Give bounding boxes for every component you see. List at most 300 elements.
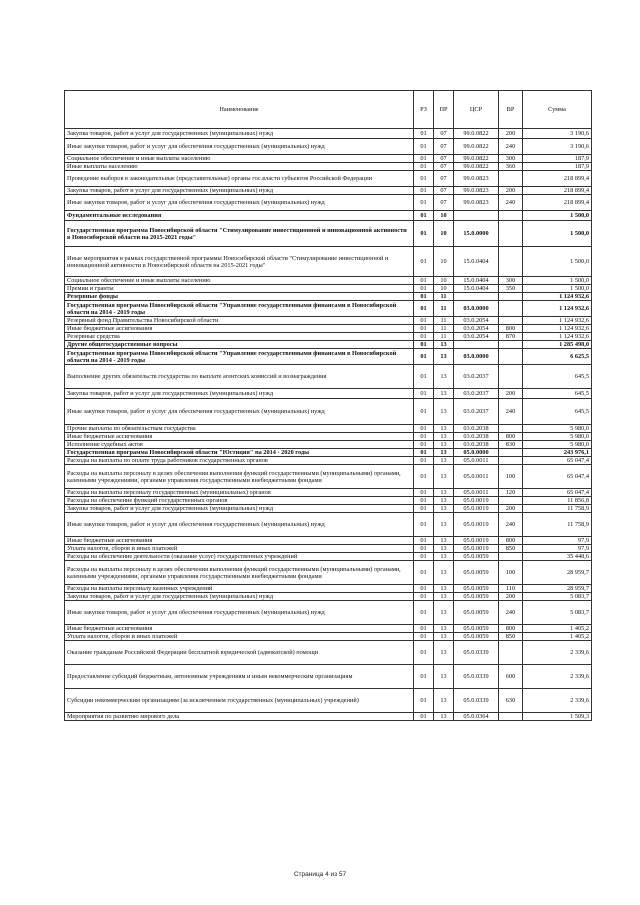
cell-csr: 15.0.0404 [454, 247, 499, 277]
cell-csr: 03.0.2038 [454, 425, 499, 433]
table-row [65, 247, 592, 277]
cell-rz: 01 [414, 155, 434, 163]
cell-pr: 07 [434, 163, 454, 171]
table-row [65, 625, 592, 633]
cell-sum: 11 758,9 [523, 505, 592, 513]
cell-name: Иные закупки товаров, работ и услуг для обеспечения государственных (муниципальных) нужд [65, 601, 414, 625]
cell-csr: 05.0.0019 [454, 545, 499, 553]
cell-pr: 13 [434, 561, 454, 585]
cell-sum: 1 124 932,6 [523, 325, 592, 333]
cell-sum: 1 500,0 [523, 211, 592, 221]
table-row [65, 561, 592, 585]
cell-csr: 05.0.0339 [454, 689, 499, 713]
cell-vr [499, 713, 523, 721]
cell-sum: 1 500,0 [523, 247, 592, 277]
table-row [65, 641, 592, 665]
cell-pr: 13 [434, 665, 454, 689]
cell-csr: 05.0.0019 [454, 505, 499, 513]
cell-pr: 13 [434, 349, 454, 365]
cell-vr [499, 449, 523, 457]
cell-vr: 850 [499, 633, 523, 641]
cell-sum: 1 285 498,0 [523, 341, 592, 349]
cell-name: Закупка товаров, работ и услуг для государственных (муниципальных) нужд [65, 129, 414, 139]
cell-rz: 01 [414, 425, 434, 433]
table-row [65, 341, 592, 349]
cell-pr: 13 [434, 457, 454, 465]
header-csr: ЦСР [454, 91, 499, 129]
cell-pr: 10 [434, 211, 454, 221]
table-row [65, 633, 592, 641]
table-row [65, 489, 592, 497]
cell-vr [499, 317, 523, 325]
cell-name: Резервные средства [65, 333, 414, 341]
header-rz: РЗ [414, 91, 434, 129]
cell-csr: 03.0.2038 [454, 433, 499, 441]
cell-vr: 100 [499, 561, 523, 585]
table-row [65, 689, 592, 713]
cell-pr: 13 [434, 505, 454, 513]
cell-rz: 01 [414, 129, 434, 139]
cell-sum: 5 083,7 [523, 593, 592, 601]
cell-pr: 13 [434, 537, 454, 545]
cell-sum: 65 047,4 [523, 489, 592, 497]
cell-pr: 13 [434, 365, 454, 389]
cell-pr: 13 [434, 713, 454, 721]
cell-rz: 01 [414, 497, 434, 505]
cell-sum: 28 959,7 [523, 561, 592, 585]
cell-sum: 65 047,4 [523, 457, 592, 465]
cell-vr [499, 221, 523, 247]
cell-pr: 13 [434, 545, 454, 553]
cell-sum: 1 509,3 [523, 713, 592, 721]
cell-csr: 05.0.0364 [454, 713, 499, 721]
cell-csr: 05.0.0059 [454, 593, 499, 601]
cell-vr: 360 [499, 163, 523, 171]
cell-sum: 2 339,6 [523, 665, 592, 689]
cell-csr: 99.0.0822 [454, 139, 499, 155]
table-row [65, 285, 592, 293]
cell-rz: 01 [414, 433, 434, 441]
cell-pr: 13 [434, 641, 454, 665]
cell-pr: 13 [434, 399, 454, 425]
cell-sum: 1 124 932,6 [523, 293, 592, 301]
cell-name: Фундаментальные исследования [65, 211, 414, 221]
cell-csr: 15.0.0404 [454, 277, 499, 285]
cell-name: Закупка товаров, работ и услуг для государственных (муниципальных) нужд [65, 505, 414, 513]
cell-sum: 1 405,2 [523, 633, 592, 641]
cell-sum: 218 899,4 [523, 187, 592, 195]
cell-vr: 240 [499, 513, 523, 537]
cell-rz: 01 [414, 317, 434, 325]
cell-vr: 240 [499, 195, 523, 211]
cell-csr: 03.0.0000 [454, 349, 499, 365]
cell-sum: 1 124 932,6 [523, 301, 592, 317]
cell-csr: 05.0.0059 [454, 553, 499, 561]
cell-sum: 645,5 [523, 365, 592, 389]
table-row [65, 465, 592, 489]
header-sum: Сумма [523, 91, 592, 129]
cell-rz: 01 [414, 389, 434, 399]
cell-vr: 240 [499, 139, 523, 155]
cell-name: Государственная программа Новосибирской области "Управление государственными финансами в Новосибирской области на 2014 - 2019 годы [65, 301, 414, 317]
table-row [65, 195, 592, 211]
cell-name: Премии и гранты [65, 285, 414, 293]
cell-rz: 01 [414, 633, 434, 641]
cell-pr: 13 [434, 449, 454, 457]
cell-csr: 03.0.2038 [454, 441, 499, 449]
cell-vr [499, 497, 523, 505]
cell-rz: 01 [414, 713, 434, 721]
cell-csr: 15.0.0404 [454, 285, 499, 293]
cell-name: Социальное обеспечение и иные выплаты населению [65, 277, 414, 285]
cell-rz: 01 [414, 325, 434, 333]
cell-vr [499, 211, 523, 221]
table-row [65, 333, 592, 341]
cell-name: Закупка товаров, работ и услуг для государственных (муниципальных) нужд [65, 593, 414, 601]
cell-sum: 3 190,6 [523, 139, 592, 155]
cell-rz: 01 [414, 163, 434, 171]
cell-rz: 01 [414, 593, 434, 601]
cell-vr: 350 [499, 285, 523, 293]
table-row [65, 221, 592, 247]
cell-sum: 5 980,0 [523, 425, 592, 433]
cell-csr: 99.0.0822 [454, 155, 499, 163]
cell-pr: 13 [434, 625, 454, 633]
cell-name: Иные бюджетные ассигнования [65, 433, 414, 441]
cell-rz: 01 [414, 457, 434, 465]
table-row [65, 441, 592, 449]
cell-rz: 01 [414, 221, 434, 247]
header-pr: ПР [434, 91, 454, 129]
table-row [65, 545, 592, 553]
cell-vr: 800 [499, 433, 523, 441]
cell-vr [499, 171, 523, 187]
cell-name: Выполнение других обязательств государства по выплате агентских комиссий и вознаграждения [65, 365, 414, 389]
cell-vr [499, 425, 523, 433]
cell-pr: 13 [434, 553, 454, 561]
cell-csr: 05.0.0339 [454, 665, 499, 689]
cell-sum: 218 899,4 [523, 171, 592, 187]
cell-sum: 2 339,6 [523, 689, 592, 713]
page-footer: Страница 4 из 57 [293, 871, 347, 878]
cell-name: Иные мероприятия в рамках государственной программы Новосибирской области "Стимулирование инвестиционной и инновационной активности в Новосибирской области на 2015-2021 годы" [65, 247, 414, 277]
cell-pr: 11 [434, 301, 454, 317]
cell-name: Исполнение судебных актов [65, 441, 414, 449]
cell-csr: 99.0.0823 [454, 171, 499, 187]
cell-sum: 35 448,6 [523, 553, 592, 561]
cell-sum: 1 500,0 [523, 221, 592, 247]
cell-csr: 03.0.2037 [454, 399, 499, 425]
cell-rz: 01 [414, 465, 434, 489]
cell-csr: 05.0.0059 [454, 561, 499, 585]
table-row [65, 449, 592, 457]
cell-name: Иные бюджетные ассигнования [65, 625, 414, 633]
cell-pr: 13 [434, 389, 454, 399]
table-row [65, 513, 592, 537]
cell-csr [454, 341, 499, 349]
cell-pr: 13 [434, 513, 454, 537]
cell-csr [454, 293, 499, 301]
cell-sum: 1 405,2 [523, 625, 592, 633]
cell-pr: 13 [434, 689, 454, 713]
table-row [65, 389, 592, 399]
cell-vr: 800 [499, 325, 523, 333]
cell-csr: 05.0.0339 [454, 641, 499, 665]
cell-pr: 11 [434, 317, 454, 325]
cell-sum: 97,9 [523, 537, 592, 545]
cell-vr: 240 [499, 601, 523, 625]
cell-rz: 01 [414, 537, 434, 545]
cell-name: Расходы на выплаты персоналу казенных учреждений [65, 585, 414, 593]
cell-name: Расходы на выплаты по оплате труда работников государственных органов [65, 457, 414, 465]
table-row [65, 457, 592, 465]
cell-rz: 01 [414, 211, 434, 221]
cell-sum: 3 190,6 [523, 129, 592, 139]
cell-pr: 11 [434, 325, 454, 333]
cell-pr: 13 [434, 633, 454, 641]
cell-name: Государственная программа Новосибирской области "Стимулирование инвестиционной и инновационной активности в Новосибирской области на 2015-2021 годы" [65, 221, 414, 247]
cell-rz: 01 [414, 301, 434, 317]
cell-pr: 11 [434, 293, 454, 301]
cell-name: Другие общегосударственные вопросы [65, 341, 414, 349]
cell-csr: 03.0.2037 [454, 389, 499, 399]
cell-name: Предоставление субсидий бюджетным, автономным учреждениям и иным некоммерческим организациям [65, 665, 414, 689]
cell-vr: 100 [499, 465, 523, 489]
cell-vr: 630 [499, 689, 523, 713]
cell-csr: 05.0.0019 [454, 537, 499, 545]
cell-name: Государственная программа Новосибирской области "Управление государственными финансами в Новосибирской области на 2014 - 2019 годы [65, 349, 414, 365]
cell-pr: 07 [434, 195, 454, 211]
table-row [65, 171, 592, 187]
table-row [65, 497, 592, 505]
cell-csr: 05.0.0059 [454, 601, 499, 625]
cell-sum: 97,9 [523, 545, 592, 553]
cell-rz: 01 [414, 585, 434, 593]
cell-rz: 01 [414, 505, 434, 513]
cell-sum: 187,9 [523, 155, 592, 163]
cell-sum: 218 899,4 [523, 195, 592, 211]
cell-vr [499, 457, 523, 465]
cell-pr: 13 [434, 497, 454, 505]
table-row [65, 433, 592, 441]
cell-name: Иные бюджетные ассигнования [65, 537, 414, 545]
cell-csr: 05.0.0011 [454, 489, 499, 497]
cell-name: Проведение выборов в законодательные (представительные) органы гос.власти субъектов Российской Федерации [65, 171, 414, 187]
cell-sum: 645,5 [523, 399, 592, 425]
cell-csr: 05.0.0019 [454, 513, 499, 537]
cell-csr: 03.0.0000 [454, 301, 499, 317]
cell-sum: 1 124 932,6 [523, 333, 592, 341]
cell-csr: 05.0.0011 [454, 465, 499, 489]
cell-rz: 01 [414, 625, 434, 633]
cell-vr [499, 247, 523, 277]
cell-pr: 07 [434, 187, 454, 195]
cell-rz: 01 [414, 641, 434, 665]
cell-rz: 01 [414, 333, 434, 341]
cell-vr [499, 349, 523, 365]
table-row [65, 139, 592, 155]
cell-name: Иные закупки товаров, работ и услуг для обеспечения государственных (муниципальных) нужд [65, 139, 414, 155]
table-row [65, 317, 592, 325]
cell-vr: 300 [499, 277, 523, 285]
cell-name: Социальное обеспечение и иные выплаты населению [65, 155, 414, 163]
cell-sum: 5 980,0 [523, 441, 592, 449]
cell-vr: 300 [499, 155, 523, 163]
cell-name: Закупка товаров, работ и услуг для государственных (муниципальных) нужд [65, 187, 414, 195]
cell-vr [499, 293, 523, 301]
cell-csr: 03.0.2037 [454, 365, 499, 389]
cell-sum: 5 083,7 [523, 601, 592, 625]
table-row [65, 365, 592, 389]
cell-sum: 187,9 [523, 163, 592, 171]
table-row [65, 601, 592, 625]
table-row [65, 277, 592, 285]
cell-rz: 01 [414, 561, 434, 585]
cell-pr: 13 [434, 441, 454, 449]
cell-csr: 05.0.0000 [454, 449, 499, 457]
cell-csr: 03.0.2054 [454, 325, 499, 333]
cell-name: Уплата налогов, сборов и иных платежей [65, 545, 414, 553]
cell-name: Иные закупки товаров, работ и услуг для обеспечения государственных (муниципальных) нужд [65, 513, 414, 537]
cell-vr: 110 [499, 585, 523, 593]
cell-name: Прочие выплаты по обязательствам государства [65, 425, 414, 433]
cell-pr: 07 [434, 155, 454, 163]
table-row [65, 301, 592, 317]
cell-pr: 07 [434, 171, 454, 187]
cell-name: Мероприятия по развитию мирового дела [65, 713, 414, 721]
cell-pr: 13 [434, 489, 454, 497]
cell-name: Уплата налогов, сборов и иных платежей [65, 633, 414, 641]
table-header [65, 91, 592, 129]
cell-pr: 11 [434, 333, 454, 341]
cell-csr: 05.0.0059 [454, 585, 499, 593]
cell-vr: 600 [499, 665, 523, 689]
cell-vr: 800 [499, 625, 523, 633]
cell-csr: 99.0.0823 [454, 195, 499, 211]
table-row [65, 129, 592, 139]
cell-sum: 11 856,8 [523, 497, 592, 505]
cell-pr: 13 [434, 465, 454, 489]
cell-vr: 240 [499, 399, 523, 425]
cell-name: Расходы на выплаты персоналу государственных (муниципальных) органов [65, 489, 414, 497]
cell-rz: 01 [414, 365, 434, 389]
table-row [65, 713, 592, 721]
budget-table [64, 90, 592, 721]
cell-name: Расходы на выплаты персоналу в целях обеспечения выполнения функций государственными (муниципальными) органами, казенными учреждениями, органами управления государственными внебюджетными фондами [65, 465, 414, 489]
cell-vr [499, 301, 523, 317]
cell-vr: 120 [499, 489, 523, 497]
cell-csr: 03.0.2054 [454, 317, 499, 325]
table-body [65, 129, 592, 721]
cell-vr: 200 [499, 593, 523, 601]
cell-pr: 13 [434, 341, 454, 349]
cell-name: Иные закупки товаров, работ и услуг для обеспечения государственных (муниципальных) нужд [65, 399, 414, 425]
cell-sum: 6 625,5 [523, 349, 592, 365]
cell-name: Иные бюджетные ассигнования [65, 325, 414, 333]
cell-sum: 65 047,4 [523, 465, 592, 489]
cell-csr: 05.0.0059 [454, 625, 499, 633]
cell-rz: 01 [414, 665, 434, 689]
cell-name: Расходы на выплаты персоналу в целях обеспечения выполнения функций государственными (муниципальными) органами, казенными учреждениями, органами управления государственными внебюджетными фондами [65, 561, 414, 585]
cell-rz: 01 [414, 285, 434, 293]
cell-csr: 15.0.0000 [454, 221, 499, 247]
cell-vr [499, 641, 523, 665]
table-row [65, 399, 592, 425]
cell-vr [499, 553, 523, 561]
cell-name: Резервные фонды [65, 293, 414, 301]
table-row [65, 585, 592, 593]
cell-rz: 01 [414, 689, 434, 713]
cell-sum: 645,5 [523, 389, 592, 399]
cell-sum: 5 980,0 [523, 433, 592, 441]
cell-vr: 200 [499, 129, 523, 139]
cell-rz: 01 [414, 139, 434, 155]
cell-rz: 01 [414, 399, 434, 425]
cell-pr: 07 [434, 129, 454, 139]
table-row [65, 425, 592, 433]
table-row [65, 293, 592, 301]
cell-rz: 01 [414, 247, 434, 277]
cell-sum: 11 758,9 [523, 513, 592, 537]
cell-rz: 01 [414, 489, 434, 497]
cell-csr: 05.0.0011 [454, 457, 499, 465]
cell-vr: 850 [499, 545, 523, 553]
cell-vr: 200 [499, 505, 523, 513]
cell-name: Иные выплаты населению [65, 163, 414, 171]
cell-sum: 243 976,1 [523, 449, 592, 457]
table-row [65, 349, 592, 365]
header-name: Наименование [65, 91, 414, 129]
cell-sum: 28 959,7 [523, 585, 592, 593]
cell-csr: 03.0.2054 [454, 333, 499, 341]
cell-csr [454, 211, 499, 221]
cell-rz: 01 [414, 349, 434, 365]
cell-sum: 1 500,0 [523, 285, 592, 293]
cell-vr: 200 [499, 187, 523, 195]
cell-csr: 99.0.0822 [454, 129, 499, 139]
cell-name: Резервный фонд Правительства Новосибирской области [65, 317, 414, 325]
table-row [65, 211, 592, 221]
cell-sum: 1 124 932,6 [523, 317, 592, 325]
cell-csr: 99.0.0823 [454, 187, 499, 195]
cell-rz: 01 [414, 171, 434, 187]
table-row [65, 187, 592, 195]
cell-pr: 13 [434, 433, 454, 441]
cell-csr: 99.0.0822 [454, 163, 499, 171]
table-row [65, 505, 592, 513]
table-row [65, 537, 592, 545]
cell-pr: 13 [434, 425, 454, 433]
cell-name: Расходы на обеспечение функций государственных органов [65, 497, 414, 505]
cell-name: Субсидии некоммерческим организациям (за исключением государственных (муниципальных) учреждений) [65, 689, 414, 713]
header-row [65, 91, 592, 129]
table-row [65, 553, 592, 561]
cell-vr [499, 341, 523, 349]
cell-rz: 01 [414, 513, 434, 537]
cell-rz: 01 [414, 341, 434, 349]
table-row [65, 155, 592, 163]
cell-rz: 01 [414, 449, 434, 457]
cell-name: Оказание гражданам Российской Федерации бесплатной юридической (адвокатской) помощи [65, 641, 414, 665]
cell-pr: 10 [434, 221, 454, 247]
cell-pr: 10 [434, 285, 454, 293]
cell-rz: 01 [414, 441, 434, 449]
table-row [65, 163, 592, 171]
cell-rz: 01 [414, 277, 434, 285]
cell-csr: 05.0.0019 [454, 497, 499, 505]
table-row [65, 325, 592, 333]
cell-rz: 01 [414, 293, 434, 301]
